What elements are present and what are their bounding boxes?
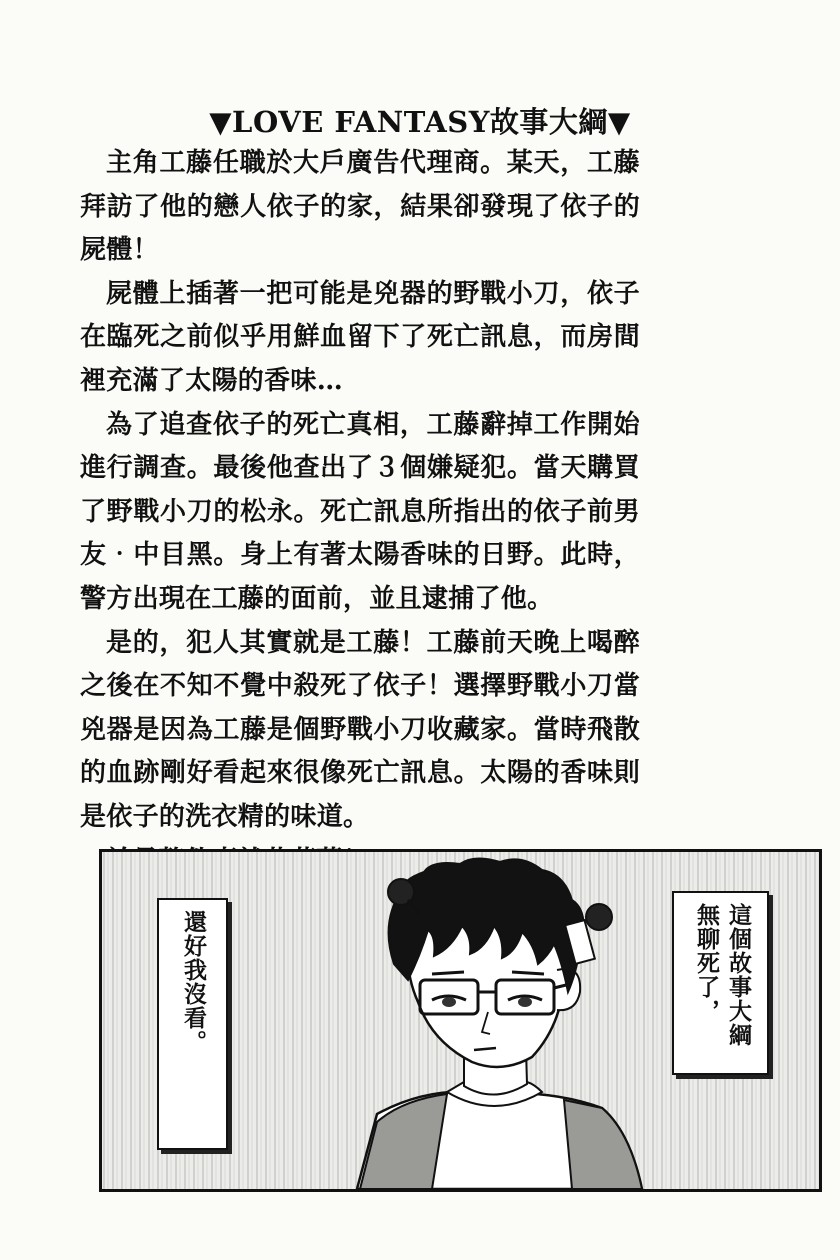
synopsis-paragraph: 主角工藤任職於大戶廣告代理商。某天，工藤拜訪了他的戀人依子的家，結果卻發現了依子的屍體！ [80,148,640,266]
story-synopsis [80,142,640,883]
manga-panel [99,849,822,1192]
caption-text-col2: 無聊死了， [693,903,719,1023]
synopsis-paragraph: 為了追查依子的死亡真相，工藤辭掉工作開始進行調查。最後他查出了３個嫌疑犯。當天購買了野戰小刀的松永。死亡訊息所指出的依子前男友‧中目黑。身上有著太陽香味的日野。此時，警方出現在工藤的面前，並且逮捕了他。 [80,409,640,614]
synopsis-paragraph: 是的，犯人其實就是工藤！工藤前天晚上喝醉之後在不知不覺中殺死了依子！選擇野戰小刀當兇器是因為工藤是個野戰小刀收藏家。當時飛散的血跡剛好看起來很像死亡訊息。太陽的香味則是依子的洗衣精的味道。 [80,627,640,832]
page-title: ▼LOVE FANTASY故事大綱▼ [209,105,631,139]
caption-box-left [157,898,228,1150]
caption-box-right [672,891,769,1075]
synopsis-paragraph: 屍體上插著一把可能是兇器的野戰小刀，依子在臨死之前似乎用鮮血留下了死亡訊息，而房間裡充滿了太陽的香味… [80,278,640,396]
caption-text: 還好我沒看。 [180,910,206,1054]
hair-ornament-right [586,904,612,930]
caption-text-col1: 這個故事大綱 [725,903,751,1047]
